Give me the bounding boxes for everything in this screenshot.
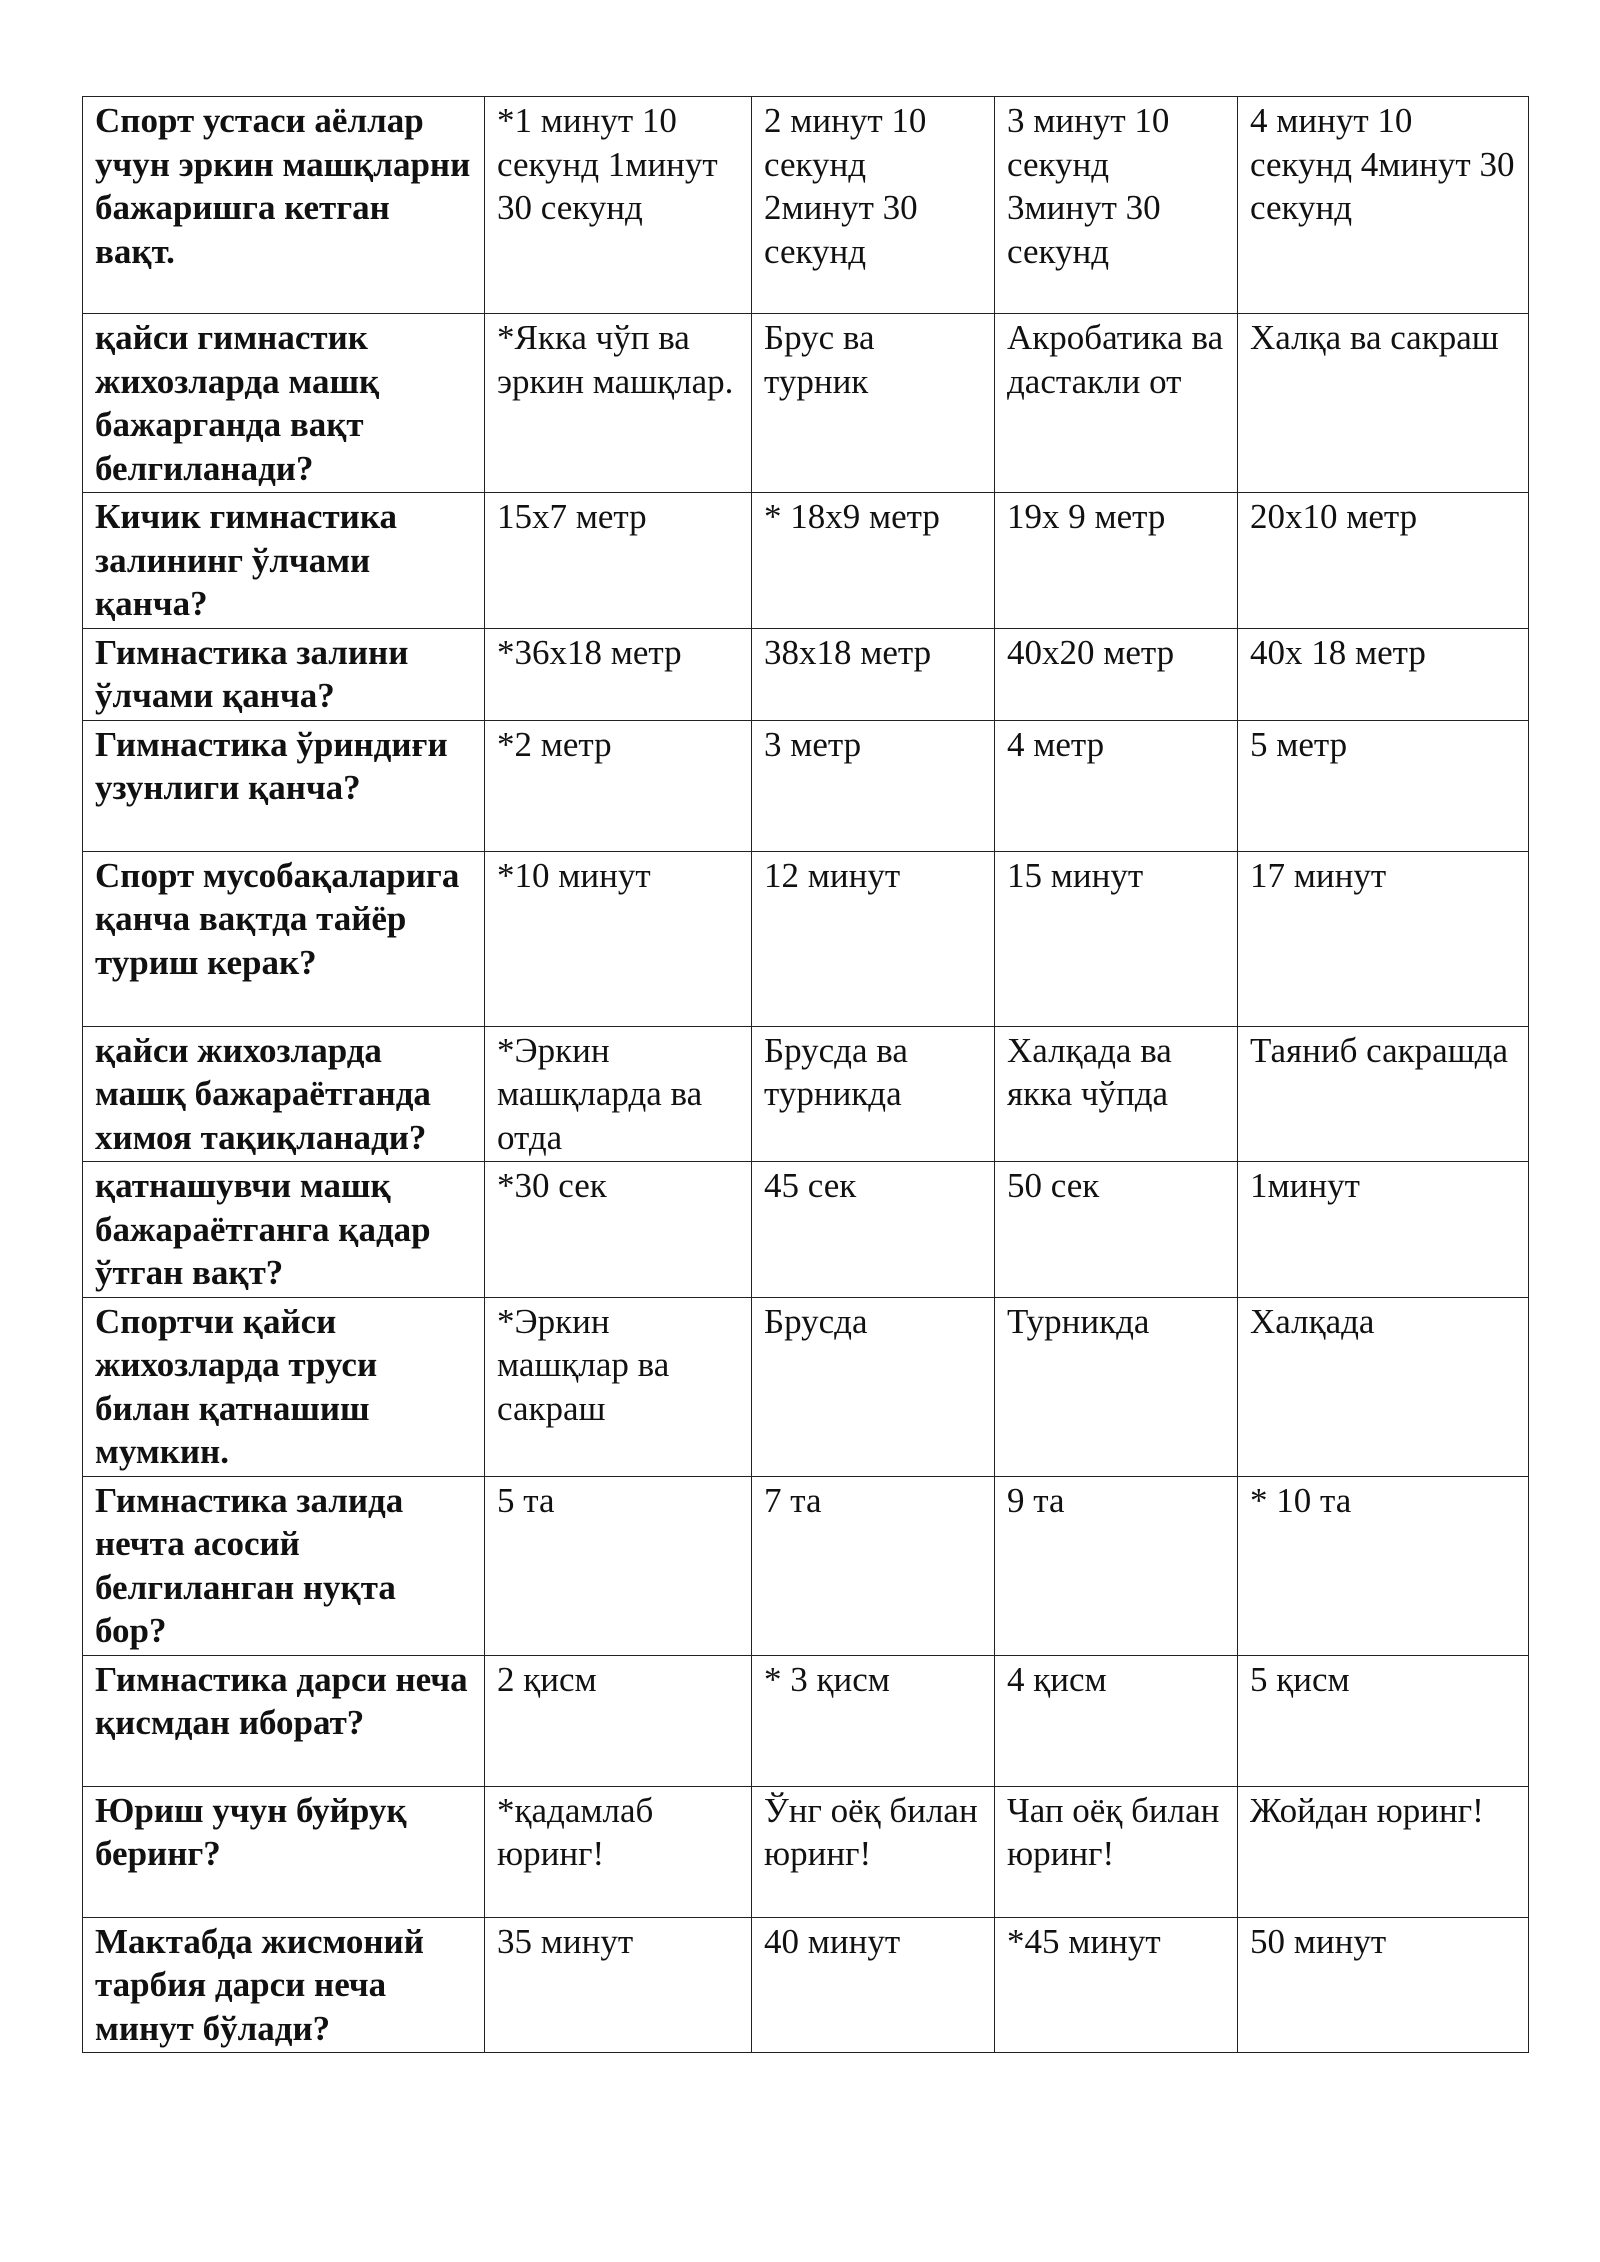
question-cell: Гимнастика залини ўлчами қанча?: [83, 628, 485, 720]
answer-b-cell: Ўнг оёқ билан юринг!: [752, 1786, 995, 1917]
answer-b-cell: * 18х9 метр: [752, 493, 995, 629]
answer-d-cell: 20х10 метр: [1238, 493, 1529, 629]
answer-b-cell: 7 та: [752, 1476, 995, 1655]
answer-c-cell: Чап оёқ билан юринг!: [995, 1786, 1238, 1917]
answer-c-cell: 3 минут 10 секунд 3минут 30 секунд: [995, 97, 1238, 314]
answer-a-cell: *30 сек: [485, 1162, 752, 1298]
table-row: [83, 1786, 1529, 1917]
answer-b-cell: 38х18 метр: [752, 628, 995, 720]
answer-b-cell: Брусда ва турникда: [752, 1026, 995, 1162]
quiz-table-body: [83, 97, 1529, 2053]
table-row: [83, 97, 1529, 314]
answer-d-cell: Таяниб сакрашда: [1238, 1026, 1529, 1162]
question-cell: Мактабда жисмоний тарбия дарси неча минут бўлади?: [83, 1917, 485, 2053]
table-row: [83, 1476, 1529, 1655]
table-row: [83, 1655, 1529, 1786]
answer-c-cell: 50 сек: [995, 1162, 1238, 1298]
quiz-table: [82, 96, 1529, 2053]
answer-c-cell: 9 та: [995, 1476, 1238, 1655]
answer-a-cell: *1 минут 10 секунд 1минут 30 секунд: [485, 97, 752, 314]
question-cell: Спорт устаси аёллар учун эркин машқларни бажаришга кетган вақт.: [83, 97, 485, 314]
question-cell: Гимнастика ўриндиғи узунлиги қанча?: [83, 720, 485, 851]
answer-b-cell: 2 минут 10 секунд 2минут 30 секунд: [752, 97, 995, 314]
answer-d-cell: 50 минут: [1238, 1917, 1529, 2053]
answer-c-cell: 19х 9 метр: [995, 493, 1238, 629]
table-row: [83, 1297, 1529, 1476]
answer-d-cell: 17 минут: [1238, 851, 1529, 1026]
answer-c-cell: *45 минут: [995, 1917, 1238, 2053]
answer-c-cell: Акробатика ва дастакли от: [995, 314, 1238, 493]
answer-a-cell: *қадамлаб юринг!: [485, 1786, 752, 1917]
quiz-document: [82, 96, 1528, 2053]
table-row: [83, 720, 1529, 851]
answer-d-cell: Халқада: [1238, 1297, 1529, 1476]
question-cell: Кичик гимнастика залининг ўлчами қанча?: [83, 493, 485, 629]
answer-b-cell: 3 метр: [752, 720, 995, 851]
answer-d-cell: 5 метр: [1238, 720, 1529, 851]
answer-a-cell: *Якка чўп ва эркин машқлар.: [485, 314, 752, 493]
question-cell: Спортчи қайси жихозларда труси билан қатнашиш мумкин.: [83, 1297, 485, 1476]
question-cell: қатнашувчи машқ бажараётганга қадар ўтган вақт?: [83, 1162, 485, 1298]
table-row: [83, 314, 1529, 493]
answer-b-cell: Брусда: [752, 1297, 995, 1476]
table-row: [83, 1917, 1529, 2053]
answer-d-cell: 5 қисм: [1238, 1655, 1529, 1786]
question-cell: Спорт мусобақаларига қанча вақтда тайёр туриш керак?: [83, 851, 485, 1026]
question-cell: Гимнастика дарси неча қисмдан иборат?: [83, 1655, 485, 1786]
table-row: [83, 628, 1529, 720]
answer-c-cell: Турникда: [995, 1297, 1238, 1476]
answer-a-cell: 2 қисм: [485, 1655, 752, 1786]
answer-d-cell: 4 минут 10 секунд 4минут 30 секунд: [1238, 97, 1529, 314]
answer-c-cell: 15 минут: [995, 851, 1238, 1026]
answer-d-cell: * 10 та: [1238, 1476, 1529, 1655]
answer-a-cell: *10 минут: [485, 851, 752, 1026]
answer-a-cell: 5 та: [485, 1476, 752, 1655]
answer-d-cell: Халқа ва сакраш: [1238, 314, 1529, 493]
answer-a-cell: *36х18 метр: [485, 628, 752, 720]
answer-b-cell: 45 сек: [752, 1162, 995, 1298]
question-cell: Юриш учун буйруқ беринг?: [83, 1786, 485, 1917]
answer-a-cell: *Эркин машқларда ва отда: [485, 1026, 752, 1162]
answer-a-cell: *2 метр: [485, 720, 752, 851]
answer-d-cell: 1минут: [1238, 1162, 1529, 1298]
answer-c-cell: 4 қисм: [995, 1655, 1238, 1786]
table-row: [83, 493, 1529, 629]
answer-a-cell: 15х7 метр: [485, 493, 752, 629]
question-cell: қайси жихозларда машқ бажараётганда химоя тақиқланади?: [83, 1026, 485, 1162]
table-row: [83, 1162, 1529, 1298]
question-cell: Гимнастика залида нечта асосий белгиланган нуқта бор?: [83, 1476, 485, 1655]
answer-c-cell: 4 метр: [995, 720, 1238, 851]
answer-a-cell: *Эркин машқлар ва сакраш: [485, 1297, 752, 1476]
question-cell: қайси гимнастик жихозларда машқ бажарганда вақт белгиланади?: [83, 314, 485, 493]
answer-b-cell: 12 минут: [752, 851, 995, 1026]
answer-b-cell: Брус ва турник: [752, 314, 995, 493]
answer-b-cell: * 3 қисм: [752, 1655, 995, 1786]
table-row: [83, 1026, 1529, 1162]
answer-d-cell: Жойдан юринг!: [1238, 1786, 1529, 1917]
answer-b-cell: 40 минут: [752, 1917, 995, 2053]
answer-c-cell: 40х20 метр: [995, 628, 1238, 720]
answer-c-cell: Халқада ва якка чўпда: [995, 1026, 1238, 1162]
table-row: [83, 851, 1529, 1026]
answer-d-cell: 40х 18 метр: [1238, 628, 1529, 720]
answer-a-cell: 35 минут: [485, 1917, 752, 2053]
